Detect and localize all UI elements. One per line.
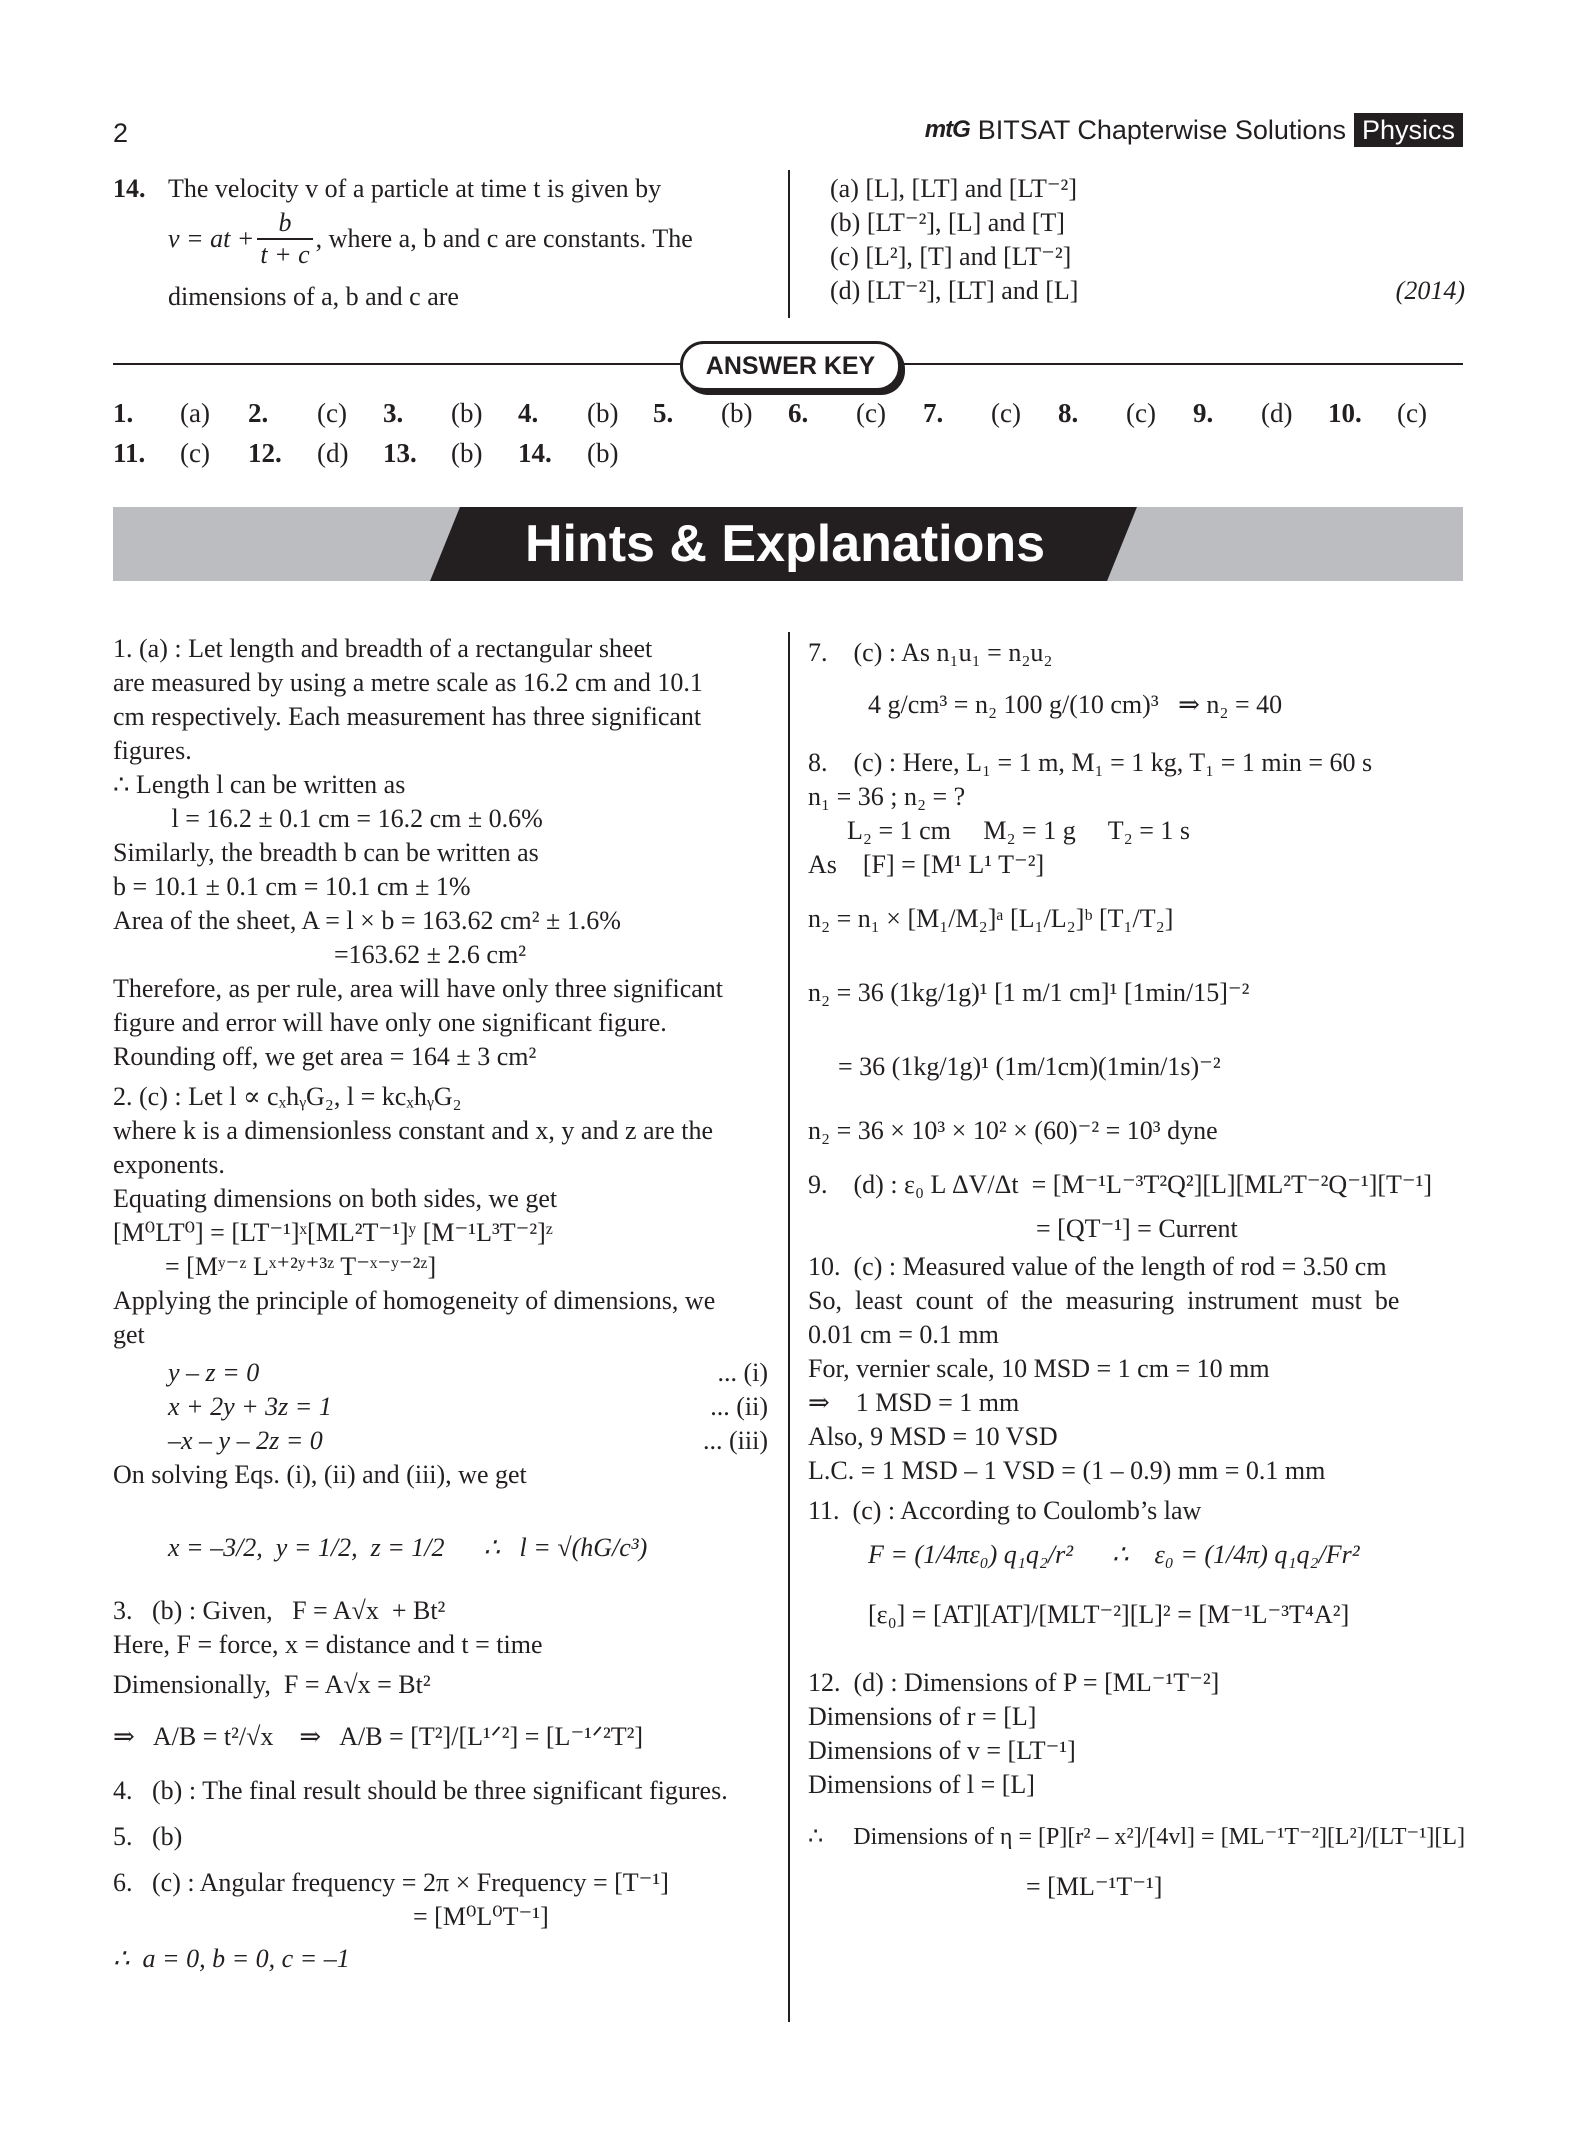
text-line: are measured by using a metre scale as 16.2 cm and 10.1	[113, 668, 703, 697]
answer-number: 7.	[923, 398, 944, 428]
equation-lhs: v = at +	[168, 224, 255, 253]
answer-value: (b)	[451, 438, 483, 468]
text-line: where k is a dimensionless constant and x, y and z are the	[113, 1116, 713, 1145]
answer-value: (a)	[180, 398, 210, 428]
option-d: (d) [LT⁻²], [LT] and [L]	[830, 276, 1079, 305]
text-line: ⇒ 1 MSD = 1 mm	[808, 1388, 1020, 1417]
text-line: 2. (c) : Let l ∝ cₓhᵧG₂, l = kcₓhᵧG₂	[113, 1082, 462, 1111]
question-number: 14.	[113, 174, 146, 203]
equation: x + 2y + 3z = 1	[168, 1392, 332, 1421]
equation-fraction	[257, 208, 312, 270]
equation: 4 g/cm³ = n₂ 100 g/(10 cm)³ ⇒ n₂ = 40	[868, 690, 1283, 719]
equation: = 36 (1kg/1g)¹ (1m/1cm)(1min/1s)⁻²	[838, 1052, 1221, 1081]
option-b: (b) [LT⁻²], [L] and [T]	[830, 208, 1065, 237]
text-line: 8. (c) : Here, L₁ = 1 m, M₁ = 1 kg, T₁ = 1 min = 60 s	[808, 748, 1373, 777]
year-tag: (2014)	[1395, 276, 1465, 305]
option-a: (a) [L], [LT] and [LT⁻²]	[830, 174, 1077, 203]
answer-number: 9.	[1193, 398, 1214, 428]
text-line: b = 10.1 ± 0.1 cm = 10.1 cm ± 1%	[113, 872, 471, 901]
answer-value: (c)	[317, 398, 347, 428]
text-line: =163.62 ± 2.6 cm²	[113, 940, 526, 969]
text-line: 10. (c) : Measured value of the length of rod = 3.50 cm	[808, 1252, 1387, 1281]
text-line: Dimensions of l = [L]	[808, 1770, 1035, 1799]
column-divider-top	[788, 170, 790, 318]
text-line: = [ML⁻¹T⁻¹]	[1026, 1872, 1163, 1901]
equation: –x – y – 2z = 0	[168, 1426, 323, 1455]
question-text-line2: , where a, b and c are constants. The	[315, 224, 693, 253]
text-line: 6. (c) : Angular frequency = 2π × Frequency = [T⁻¹]	[113, 1868, 669, 1897]
text-line: get	[113, 1320, 145, 1349]
text-line: For, vernier scale, 10 MSD = 1 cm = 10 mm	[808, 1354, 1270, 1383]
text-line: Also, 9 MSD = 10 VSD	[808, 1422, 1058, 1451]
answer-value: (d)	[317, 438, 349, 468]
text-line: 11. (c) : According to Coulomb’s law	[808, 1496, 1202, 1525]
result-equation: x = –3/2, y = 1/2, z = 1/2 ∴ l = √(hG/c³)	[168, 1533, 648, 1562]
running-header	[925, 113, 1463, 147]
text-line: n₂ = 36 × 10³ × 10² × (60)⁻² = 10³ dyne	[808, 1116, 1218, 1145]
text-line: exponents.	[113, 1150, 225, 1179]
text-line: = [QT⁻¹] = Current	[1036, 1214, 1238, 1243]
left-column	[113, 632, 768, 1976]
equation-tag: ... (i)	[717, 1358, 768, 1387]
equation: n₂ = 36 (1kg/1g)¹ [1 m/1 cm]¹ [1min/15]⁻²	[808, 978, 1250, 1007]
equation-tag: ... (iii)	[703, 1426, 768, 1455]
question-14-options	[830, 172, 1465, 308]
answer-number: 6.	[788, 398, 809, 428]
fraction-numerator: b	[257, 208, 312, 240]
text-line: ∴ Length l can be written as	[113, 770, 406, 799]
text-line: Equating dimensions on both sides, we get	[113, 1184, 558, 1213]
answer-number: 10.	[1328, 398, 1362, 428]
equation-tag: ... (ii)	[710, 1392, 768, 1421]
text-line: Dimensions of v = [LT⁻¹]	[808, 1736, 1076, 1765]
text-line: 12. (d) : Dimensions of P = [ML⁻¹T⁻²]	[808, 1668, 1220, 1697]
book-title: BITSAT Chapterwise Solutions	[977, 114, 1346, 145]
text-line: 1. (a) : Let length and breadth of a rectangular sheet	[113, 634, 653, 663]
equation: [ε₀] = [AT][AT]/[MLT⁻²][L]² = [M⁻¹L⁻³T⁴A²]	[868, 1600, 1350, 1629]
answer-number: 12.	[248, 438, 282, 468]
text-line: 7. (c) : As n₁u₁ = n₂u₂	[808, 638, 1053, 667]
text-line: = [M⁰L⁰T⁻¹]	[413, 1902, 549, 1931]
answer-key-row-1	[113, 398, 1463, 434]
text-line: cm respectively. Each measurement has three significant	[113, 702, 702, 731]
text-line: 3. (b) : Given, F = A√x + Bt²	[113, 1596, 446, 1625]
answer-number: 13.	[383, 438, 417, 468]
question-text-line1: The velocity v of a particle at time t is given by	[168, 174, 662, 203]
text-line: 0.01 cm = 0.1 mm	[808, 1320, 999, 1349]
text-line: 4. (b) : The final result should be three significant figures.	[113, 1776, 728, 1805]
text-line: On solving Eqs. (i), (ii) and (iii), we get	[113, 1460, 527, 1489]
answer-value: (c)	[991, 398, 1021, 428]
mtg-logo: mtG	[924, 116, 970, 143]
option-c: (c) [L²], [T] and [LT⁻²]	[830, 242, 1072, 271]
text-line: figures.	[113, 736, 192, 765]
text-line: Applying the principle of homogeneity of dimensions, we	[113, 1286, 716, 1315]
answer-value: (c)	[1126, 398, 1156, 428]
answer-number: 14.	[518, 438, 552, 468]
text-line: = [Mʸ⁻ᶻ Lˣ⁺²ʸ⁺³ᶻ T⁻ˣ⁻ʸ⁻²ᶻ]	[113, 1252, 437, 1281]
answer-value: (b)	[721, 398, 753, 428]
text-line: So, least count of the measuring instrument must be	[808, 1286, 1400, 1315]
answer-key-row-2	[113, 438, 1463, 474]
text-line: Similarly, the breadth b can be written as	[113, 838, 539, 867]
right-column	[808, 636, 1466, 1904]
answer-value: (b)	[587, 438, 619, 468]
answer-value: (c)	[180, 438, 210, 468]
text-line: Dimensions of r = [L]	[808, 1702, 1037, 1731]
text-line: Here, F = force, x = distance and t = time	[113, 1630, 543, 1659]
subject-badge: Physics	[1354, 113, 1463, 147]
answer-number: 3.	[383, 398, 404, 428]
column-divider	[788, 632, 790, 2022]
answer-number: 8.	[1058, 398, 1079, 428]
text-line: l = 16.2 ± 0.1 cm = 16.2 cm ± 0.6%	[113, 804, 543, 833]
equation: y – z = 0	[168, 1358, 260, 1387]
page-number: 2	[113, 118, 129, 148]
equation: F = (1/4πε₀) q₁q₂/r² ∴ ε₀ = (1/4π) q₁q₂/Fr²	[868, 1540, 1360, 1569]
text-line: Area of the sheet, A = l × b = 163.62 cm² ± 1.6%	[113, 906, 621, 935]
question-text-line3: dimensions of a, b and c are	[168, 282, 459, 311]
answer-number: 2.	[248, 398, 269, 428]
answer-value: (c)	[1397, 398, 1427, 428]
equation: n₂ = n₁ × [M₁/M₂]ᵃ [L₁/L₂]ᵇ [T₁/T₂]	[808, 904, 1174, 933]
equation: ∴ Dimensions of η = [P][r² – x²]/[4vl] = [ML⁻¹T⁻²][L²]/[LT⁻¹][L]	[808, 1824, 1466, 1850]
text-line: n₁ = 36 ; n₂ = ?	[808, 782, 966, 811]
answer-value: (c)	[856, 398, 886, 428]
text-line: L₂ = 1 cm M₂ = 1 g T₂ = 1 s	[808, 816, 1190, 845]
text-line: Rounding off, we get area = 164 ± 3 cm²	[113, 1042, 537, 1071]
text-line: As [F] = [M¹ L¹ T⁻²]	[808, 850, 1045, 879]
answer-key-title: ANSWER KEY	[680, 341, 901, 391]
text-line: Dimensionally, F = A√x = Bt²	[113, 1670, 431, 1699]
text-line: ⇒ A/B = t²/√x ⇒ A/B = [T²]/[L¹ᐟ²] = [L⁻¹ᐟ²T²]	[113, 1722, 644, 1751]
answer-number: 5.	[653, 398, 674, 428]
answer-value: (b)	[451, 398, 483, 428]
answer-value: (d)	[1261, 398, 1293, 428]
answer-number: 1.	[113, 398, 134, 428]
equation: 9. (d) : ε₀ L ΔV/Δt = [M⁻¹L⁻³T²Q²][L][ML²T⁻²Q⁻¹][T⁻¹]	[808, 1170, 1433, 1199]
text-line: ∴ a = 0, b = 0, c = –1	[113, 1944, 350, 1973]
text-line: 5. (b)	[113, 1822, 183, 1851]
answer-number: 11.	[113, 438, 146, 468]
answer-value: (b)	[587, 398, 619, 428]
text-line: L.C. = 1 MSD – 1 VSD = (1 – 0.9) mm = 0.1 mm	[808, 1456, 1326, 1485]
text-line: Therefore, as per rule, area will have only three significant	[113, 974, 723, 1003]
section-title: Hints & Explanations	[524, 515, 1046, 573]
answer-number: 4.	[518, 398, 539, 428]
text-line: [M⁰LT⁰] = [LT⁻¹]ˣ[ML²T⁻¹]ʸ [M⁻¹L³T⁻²]ᶻ	[113, 1218, 553, 1247]
fraction-denominator: t + c	[260, 240, 310, 269]
text-line: figure and error will have only one significant figure.	[113, 1008, 667, 1037]
